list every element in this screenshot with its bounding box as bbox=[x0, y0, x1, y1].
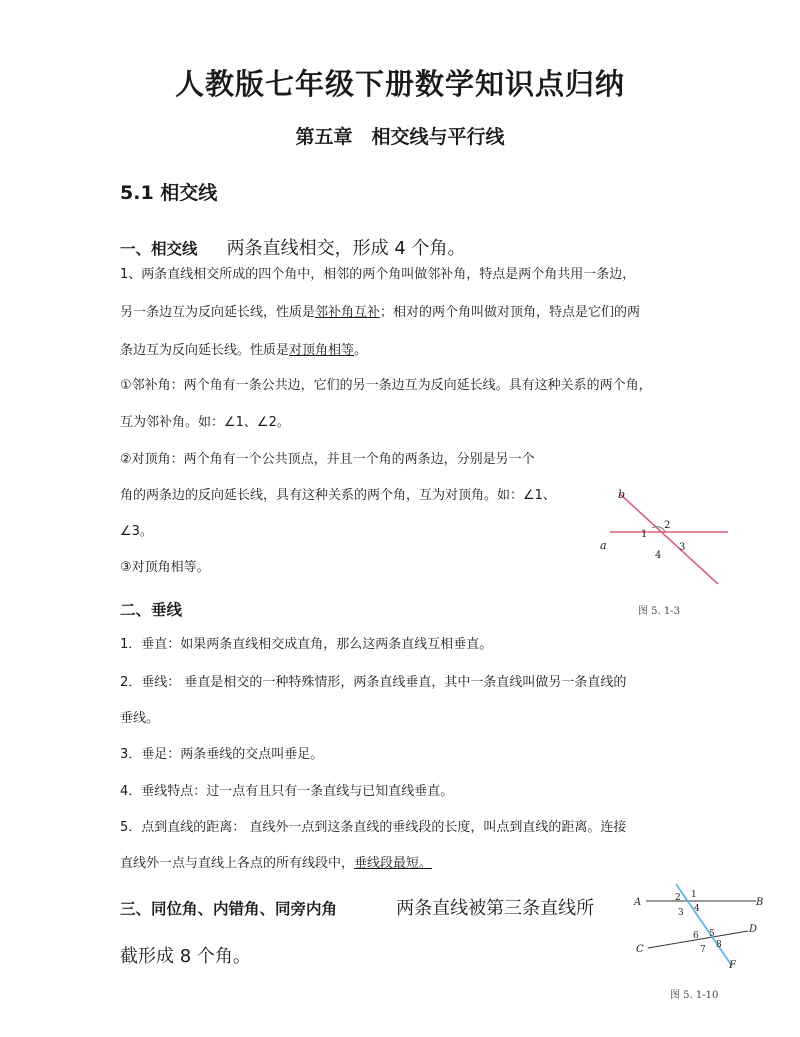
angle-5: 5 bbox=[709, 929, 715, 939]
angle-4: 4 bbox=[655, 550, 662, 561]
part2-heading: 二、垂线 bbox=[120, 601, 183, 619]
angle-4: 4 bbox=[694, 904, 700, 914]
angle-8: 8 bbox=[716, 940, 722, 950]
figure-intersecting-lines bbox=[590, 484, 740, 624]
part1-line-8: ∠3。 bbox=[120, 524, 153, 539]
angle-7: 7 bbox=[700, 945, 706, 955]
chapter-title: 第五章 相交线与平行线 bbox=[295, 126, 505, 148]
label-F: F bbox=[729, 960, 736, 971]
part2-line-1: 1．垂直：如果两条直线相交成直角，那么这两条直线互相垂直。 bbox=[120, 637, 493, 652]
part3-note-2: 截形成 8 个角。 bbox=[120, 946, 251, 967]
part1-heading: 一、相交线 bbox=[120, 240, 198, 258]
angle-1: 1 bbox=[641, 529, 648, 540]
part3-note-1: 两条直线被第三条直线所 bbox=[396, 898, 595, 919]
part2-line-2: 2．垂线： 垂直是相交的一种特殊情形，两条直线垂直，其中一条直线叫做另一条直线的 bbox=[120, 675, 627, 690]
part1-line-7: 角的两条边的反向延长线，具有这种关系的两个角，互为对顶角。如：∠1、 bbox=[120, 488, 556, 503]
part1-heading-row bbox=[120, 234, 466, 260]
angle-3: 3 bbox=[679, 542, 686, 553]
angle-2: 2 bbox=[664, 520, 671, 531]
part2-line-7: 直线外一点与直线上各点的所有线段中，垂线段最短。 bbox=[120, 856, 433, 871]
label-b: b bbox=[618, 488, 626, 501]
part2-line-3: 垂线。 bbox=[120, 711, 160, 726]
angle-1: 1 bbox=[691, 890, 697, 900]
angle-3: 3 bbox=[678, 908, 684, 918]
section-title: 5.1 相交线 bbox=[120, 182, 218, 204]
label-C: C bbox=[636, 944, 644, 955]
part1-line-6: ②对顶角：两个角有一个公共顶点，并且一个角的两条边，分别是另一个 bbox=[120, 452, 535, 467]
figure-transversal bbox=[630, 880, 780, 1010]
part1-line-1: 1、两条直线相交所成的四个角中，相邻的两个角叫做邻补角，特点是两个角共用一条边， bbox=[120, 267, 636, 282]
underline-vertical-angles: 对顶角相等 bbox=[289, 343, 355, 358]
part1-line-9: ③对顶角相等。 bbox=[120, 560, 210, 575]
part1-line-2: 另一条边互为反向延长线，性质是邻补角互补；相对的两个角叫做对顶角，特点是它们的两 bbox=[120, 305, 641, 320]
part3-heading: 三、同位角、内错角、同旁内角 bbox=[120, 900, 338, 918]
part3-heading-row bbox=[120, 894, 594, 920]
part1-line-4: ①邻补角：两个角有一条公共边，它们的另一条边互为反向延长线。具有这种关系的两个角， bbox=[120, 378, 652, 393]
underline-perpendicular-shortest: 垂线段最短。 bbox=[354, 856, 433, 871]
figure-caption-1: 图 5. 1-3 bbox=[638, 606, 681, 617]
label-A: A bbox=[634, 897, 642, 908]
part1-line-5: 互为邻补角。如：∠1、∠2。 bbox=[120, 415, 290, 430]
label-a: a bbox=[600, 539, 607, 552]
part2-line-6: 5．点到直线的距离： 直线外一点到这条直线的垂线段的长度，叫点到直线的距离。连接 bbox=[120, 820, 627, 835]
part1-heading-note: 两条直线相交，形成 4 个角。 bbox=[226, 238, 466, 259]
angle-2: 2 bbox=[675, 893, 681, 903]
underline-supplementary: 邻补角互补 bbox=[315, 305, 381, 320]
part1-line-3: 条边互为反向延长线。性质是对顶角相等。 bbox=[120, 343, 368, 358]
label-D: D bbox=[749, 924, 758, 935]
page-title: 人教版七年级下册数学知识点归纳 bbox=[174, 67, 625, 101]
label-B: B bbox=[756, 897, 764, 908]
figure-caption-2: 图 5. 1-10 bbox=[670, 990, 719, 1001]
part2-line-4: 3．垂足：两条垂线的交点叫垂足。 bbox=[120, 747, 324, 762]
angle-6: 6 bbox=[693, 931, 699, 941]
part2-line-5: 4．垂线特点：过一点有且只有一条直线与已知直线垂直。 bbox=[120, 784, 454, 799]
